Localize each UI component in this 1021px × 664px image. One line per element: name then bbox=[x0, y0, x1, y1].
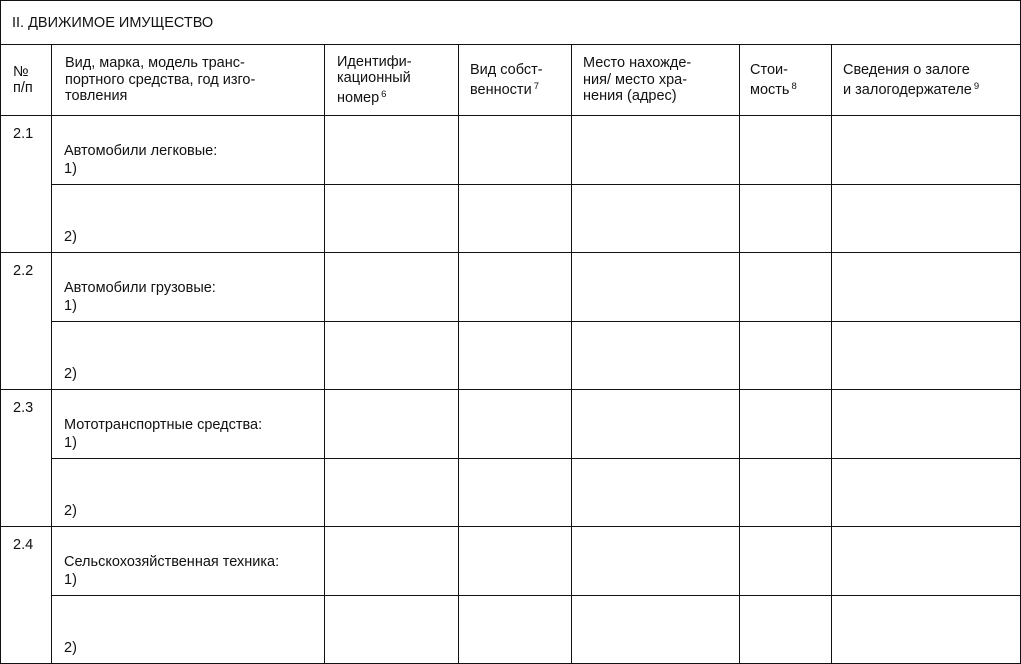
footnote-7: 7 bbox=[533, 80, 539, 92]
ownership-cell[interactable] bbox=[459, 459, 572, 527]
pledge-cell[interactable] bbox=[832, 116, 1021, 185]
header-location-line3: нения (адрес) bbox=[583, 88, 677, 105]
item-number: 2) bbox=[64, 366, 77, 382]
section-title: II. ДВИЖИМОЕ ИМУЩЕСТВО bbox=[1, 1, 1021, 45]
category-label: Автомобили легковые: bbox=[64, 143, 218, 159]
pledge-cell[interactable] bbox=[832, 322, 1021, 390]
item-number: 2) bbox=[64, 640, 77, 656]
id-number-cell[interactable] bbox=[325, 527, 459, 596]
location-cell[interactable] bbox=[572, 527, 740, 596]
item-number: 2) bbox=[64, 503, 77, 519]
table-row bbox=[1, 596, 1021, 664]
header-number-line2: п/п bbox=[13, 80, 33, 96]
category-label: Сельскохозяйственная техника: bbox=[64, 554, 280, 570]
header-cost-line1: Стои- bbox=[750, 62, 788, 78]
id-number-cell[interactable] bbox=[325, 596, 459, 664]
table-row bbox=[1, 116, 1021, 185]
ownership-cell[interactable] bbox=[459, 116, 572, 185]
header-id-line2: кационный bbox=[337, 70, 411, 87]
item-number: 1) bbox=[64, 572, 77, 588]
footnote-8: 8 bbox=[791, 80, 797, 92]
ownership-cell[interactable] bbox=[459, 390, 572, 459]
table-row bbox=[1, 322, 1021, 390]
header-identification-number bbox=[325, 45, 459, 116]
header-ownership-line1: Вид собст- bbox=[470, 62, 543, 78]
header-location bbox=[572, 45, 740, 116]
item-cell[interactable] bbox=[52, 185, 325, 253]
item-cell[interactable] bbox=[52, 322, 325, 390]
footnote-6: 6 bbox=[381, 88, 387, 100]
cost-cell[interactable] bbox=[740, 596, 832, 664]
ownership-cell[interactable] bbox=[459, 596, 572, 664]
cost-cell[interactable] bbox=[740, 322, 832, 390]
header-number bbox=[1, 45, 52, 116]
row-number: 2.3 bbox=[1, 390, 52, 527]
header-ownership-line2 bbox=[470, 79, 571, 99]
id-number-cell[interactable] bbox=[325, 459, 459, 527]
table-row bbox=[1, 527, 1021, 596]
cost-cell[interactable] bbox=[740, 527, 832, 596]
header-number-line1: № bbox=[13, 63, 29, 80]
ownership-cell[interactable] bbox=[459, 527, 572, 596]
pledge-cell[interactable] bbox=[832, 596, 1021, 664]
header-cost-line2-text: мость bbox=[750, 81, 790, 98]
header-vehicle-type bbox=[52, 45, 325, 116]
location-cell[interactable] bbox=[572, 116, 740, 185]
id-number-cell[interactable] bbox=[325, 253, 459, 322]
header-location-line1: Место нахожде- bbox=[583, 55, 692, 72]
location-cell[interactable] bbox=[572, 253, 740, 322]
pledge-cell[interactable] bbox=[832, 527, 1021, 596]
footnote-9: 9 bbox=[973, 80, 980, 92]
cost-cell[interactable] bbox=[740, 459, 832, 527]
header-pledge-line2-text: и залогодержателе bbox=[843, 81, 972, 98]
item-number: 1) bbox=[64, 435, 77, 451]
header-ownership-type bbox=[459, 45, 572, 116]
row-number: 2.4 bbox=[1, 527, 52, 664]
header-pledge-info bbox=[832, 45, 1021, 116]
item-number: 1) bbox=[64, 161, 77, 177]
location-cell[interactable] bbox=[572, 390, 740, 459]
header-vehicle-type-line3: товления bbox=[65, 88, 128, 105]
table-row bbox=[1, 390, 1021, 459]
ownership-cell[interactable] bbox=[459, 253, 572, 322]
item-cell[interactable] bbox=[52, 596, 325, 664]
row-number: 2.2 bbox=[1, 253, 52, 390]
header-cost bbox=[740, 45, 832, 116]
cost-cell[interactable] bbox=[740, 116, 832, 185]
cost-cell[interactable] bbox=[740, 185, 832, 253]
cost-cell[interactable] bbox=[740, 390, 832, 459]
header-cost-line2 bbox=[750, 79, 831, 99]
header-pledge-line2 bbox=[843, 79, 1020, 99]
category-cell[interactable] bbox=[52, 116, 325, 185]
id-number-cell[interactable] bbox=[325, 116, 459, 185]
table-row bbox=[1, 459, 1021, 527]
cost-cell[interactable] bbox=[740, 253, 832, 322]
category-cell[interactable] bbox=[52, 253, 325, 322]
header-id-line3-text: номер bbox=[337, 89, 380, 106]
id-number-cell[interactable] bbox=[325, 185, 459, 253]
id-number-cell[interactable] bbox=[325, 322, 459, 390]
header-id-line3 bbox=[337, 87, 458, 107]
category-label: Мототранспортные средства: bbox=[64, 417, 263, 433]
item-number: 1) bbox=[64, 298, 77, 314]
pledge-cell[interactable] bbox=[832, 390, 1021, 459]
item-number: 2) bbox=[64, 229, 77, 245]
ownership-cell[interactable] bbox=[459, 322, 572, 390]
table-row bbox=[1, 253, 1021, 322]
header-vehicle-type-line2: портного средства, год изго- bbox=[65, 71, 256, 88]
location-cell[interactable] bbox=[572, 596, 740, 664]
location-cell[interactable] bbox=[572, 322, 740, 390]
header-pledge-line1: Сведения о залоге bbox=[843, 62, 970, 78]
pledge-cell[interactable] bbox=[832, 185, 1021, 253]
category-cell[interactable] bbox=[52, 527, 325, 596]
category-label: Автомобили грузовые: bbox=[64, 280, 216, 296]
header-row bbox=[1, 45, 1021, 116]
location-cell[interactable] bbox=[572, 185, 740, 253]
category-cell[interactable] bbox=[52, 390, 325, 459]
header-id-line1: Идентифи- bbox=[337, 53, 412, 70]
id-number-cell[interactable] bbox=[325, 390, 459, 459]
header-ownership-line2-text: венности bbox=[470, 81, 532, 98]
pledge-cell[interactable] bbox=[832, 459, 1021, 527]
ownership-cell[interactable] bbox=[459, 185, 572, 253]
header-location-line2: ния/ место хра- bbox=[583, 71, 688, 88]
item-cell[interactable] bbox=[52, 459, 325, 527]
header-vehicle-type-line1: Вид, марка, модель транс- bbox=[65, 55, 245, 72]
pledge-cell[interactable] bbox=[832, 253, 1021, 322]
row-number: 2.1 bbox=[1, 116, 52, 253]
location-cell[interactable] bbox=[572, 459, 740, 527]
table-row bbox=[1, 185, 1021, 253]
